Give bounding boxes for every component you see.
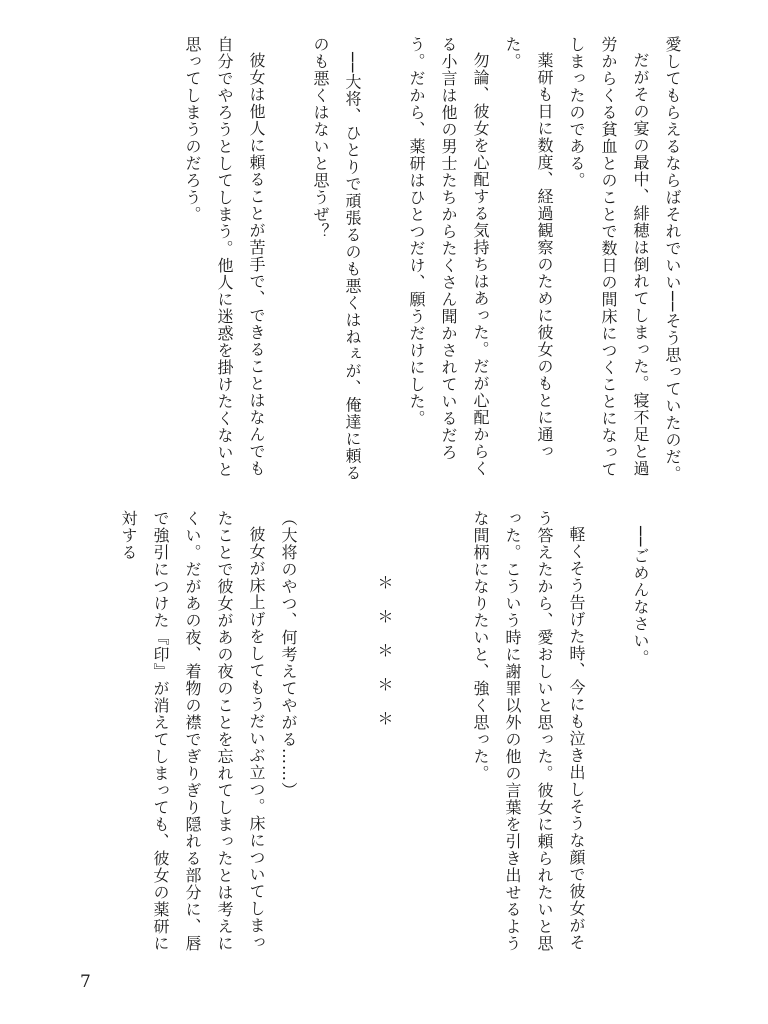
blank-line: [432, 510, 464, 965]
dialogue-line: ──大将、ひとりで頑張るのも悪くはねぇが、俺達に頼るのも悪くはないと思うぜ？: [311, 36, 362, 482]
blank-line: [304, 510, 336, 965]
paragraph: 軽くそう告げた時、今にも泣き出しそうな顔で彼女がそう答えたから、愛おしいと思った。彼女に頼られたいと思った。こういう時に謝罪以外の他の言葉を引き出せるような間柄になりたいと、強く思った。: [471, 510, 586, 952]
blank-line: [656, 510, 688, 965]
blank-line: [368, 36, 400, 491]
blank-line: [400, 510, 432, 965]
dialogue-line: ──ごめんなさい。: [631, 526, 650, 667]
blank-line: [336, 510, 368, 965]
upper-text-block: [108, 36, 688, 491]
paragraph: 薬研も日に数度、経過観察のために彼女のもとに通った。: [503, 36, 554, 460]
thought-line: （大将のやつ、何考えてやがる……）: [279, 510, 298, 799]
page-number: 7: [80, 972, 91, 992]
paragraph: 彼女が床上げをしてもうだいぶ立つ。床についてしまったことで彼女があの夜のことを忘れてしまったとは考えにくい。だがあの夜、着物の襟でぎりぎり隠れる部分に、唇で強引につけた『印』が消えてしまっても、彼女の薬研に対する: [119, 510, 266, 952]
paragraph: 愛してもらえるならばそれでいい──そう思っていたのだ。: [663, 36, 682, 483]
paragraph: だがその宴の最中、緋穂は倒れてしまった。寝不足と過労からくる貧血とのことで数日の間床につくことになってしまったのである。: [567, 36, 650, 478]
section-break-stars: ＊＊＊＊＊: [375, 574, 394, 744]
blank-line: [592, 510, 624, 965]
blank-line: [272, 36, 304, 491]
lower-text-block: [108, 510, 688, 965]
paragraph: 彼女は他人に頼ることが苦手で、できることはなんでも自分でやろうとしてしまう。他人に迷惑を掛けたくないと思ってしまうのだろう。: [183, 36, 266, 478]
paragraph: 勿論、彼女を心配する気持ちはあった。だが心配からくる小言は他の男士たちからたくさん聞かされているだろう。だから、薬研はひとつだけ、願うだけにした。: [407, 36, 490, 477]
